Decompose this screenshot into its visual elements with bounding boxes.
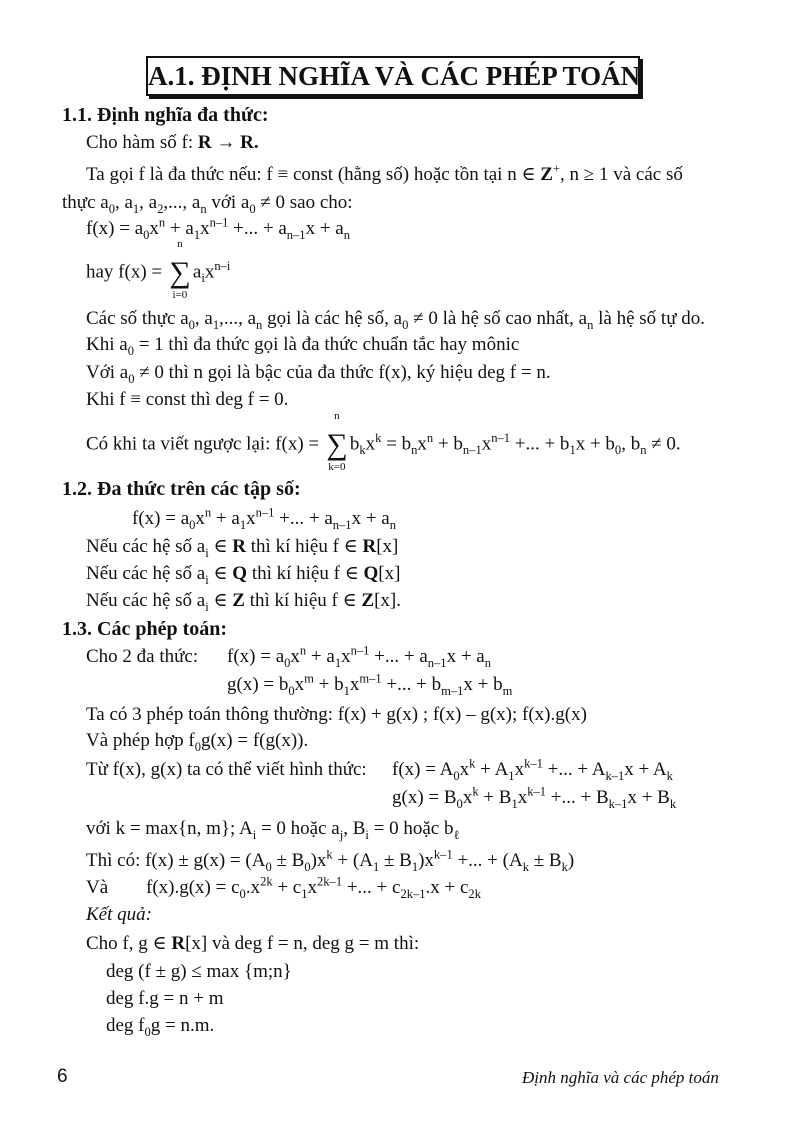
page-number: 6 (57, 1066, 68, 1087)
formula-sum-diff: Thì có: $f(x) \pm g(x) = (A_0 \pm B_0)x^k + (A_1 \pm B_1)x^{k-1}$ +... + $(A_k \pm B_k)$ (86, 847, 575, 874)
formula-reverse: Có khi ta viết ngược lại: f(x) = n ∑ k=0 $b_kx^k = b_nx^n + b_{n-1}x^{n-1}$ +... + $b_1x + b_0$, $b_n \ne 0$. (86, 410, 681, 474)
formula-fx-formal: $f(x) = A_0x^k + A_1x^{k-1}$ +... + $A_{k-1}x + A_k$ (392, 756, 673, 783)
formula-fx: $f(x) = a_0x^n + a_1x^{n-1}$ +... + $a_{n-1}x + a_n$ (227, 643, 491, 670)
text-line: Với $a_0 \ne 0$ thì n gọi là bậc của đa thức f(x), ký hiệu deg f = n. (86, 362, 551, 386)
text-line: Ta gọi f là đa thức nếu: f ≡ const (hằng số) hoặc tồn tại n ∈ Z+, n ≥ 1 và các số (86, 161, 683, 185)
formula-fx: $f(x) = a_0x^n + a_1x^{n-1}$ +... + $a_{n-1}x + a_n$ (132, 505, 396, 532)
chapter-title: A.1. ĐỊNH NGHĨA VÀ CÁC PHÉP TOÁN (146, 56, 640, 96)
text-line: Và phép hợp $f_0g(x) = f(g(x))$. (86, 730, 309, 754)
text-line: deg (f ± g) ≤ max {m;n} (106, 961, 292, 982)
formula-gx: $g(x) = b_0x^m + b_1x^{m-1}$ +... + $b_{m-1}x + b_m$ (227, 671, 513, 698)
text-line: Nếu các hệ số $a_i$ ∈ Z thì kí hiệu f ∈ Z[x]. (86, 590, 402, 614)
text-line: Nếu các hệ số $a_i$ ∈ R thì kí hiệu f ∈ R[x] (86, 536, 399, 560)
text-line: deg $f_0g = n.m$. (106, 1015, 215, 1039)
formula-sum: hay f(x) = n ∑ i=0 $a_ix^{n-i}$ (86, 238, 231, 302)
text-line: deg f.g = n + m (106, 988, 224, 1009)
section-heading-1-1: 1.1. Định nghĩa đa thức: (62, 104, 269, 126)
text-line: Khi $a_0 = 1$ thì đa thức gọi là đa thức chuẩn tắc hay mônic (86, 334, 520, 358)
text-line: Cho hàm số f: R → R. (86, 132, 259, 153)
text-line: Cho 2 đa thức: (86, 646, 199, 667)
text-line: với k = max{n, m}; $A_i = 0$ hoặc $a_j$, $B_i = 0$ hoặc $b_\ell$ (86, 818, 460, 842)
text-line: Khi f ≡ const thì deg f = 0. (86, 389, 289, 410)
section-heading-1-3: 1.3. Các phép toán: (62, 618, 228, 640)
formula-fx: $f(x) = a_0x^n + a_1x^{n-1}$ +... + $a_{n-1}x + a_n$ (86, 215, 350, 242)
formula-gx-formal: $g(x) = B_0x^k + B_1x^{k-1}$ +... + $B_{k-1}x + B_k$ (392, 784, 677, 811)
text-line: Và (86, 877, 109, 898)
text-line: Nếu các hệ số $a_i$ ∈ Q thì kí hiệu f ∈ Q[x] (86, 563, 401, 587)
text-line: Các số thực $a_0$, $a_1$,..., $a_n$ gọi là các hệ số, $a_0 \ne 0$ là hệ số cao nhất, $a_n$ là hệ số tự do. (86, 308, 706, 332)
running-footer: Định nghĩa và các phép toán (522, 1068, 719, 1087)
formula-product: $f(x).g(x) = c_0.x^{2k} + c_1x^{2k-1}$ +... + $c_{2k-1}.x + c_{2k}$ (146, 874, 481, 901)
text-line: Từ f(x), g(x) ta có thể viết hình thức: (86, 759, 367, 780)
section-heading-1-2: 1.2. Đa thức trên các tập số: (62, 478, 301, 500)
text-line: thực $a_0$, $a_1$, $a_2$,..., $a_n$ với $a_0 \ne 0$ sao cho: (62, 192, 353, 216)
text-line: Ta có 3 phép toán thông thường: f(x) + g(x) ; f(x) – g(x); f(x).g(x) (86, 704, 587, 725)
text-line: Cho f, g ∈ R[x] và deg f = n, deg g = m thì: (86, 933, 420, 954)
result-label: Kết quả: (86, 904, 152, 925)
